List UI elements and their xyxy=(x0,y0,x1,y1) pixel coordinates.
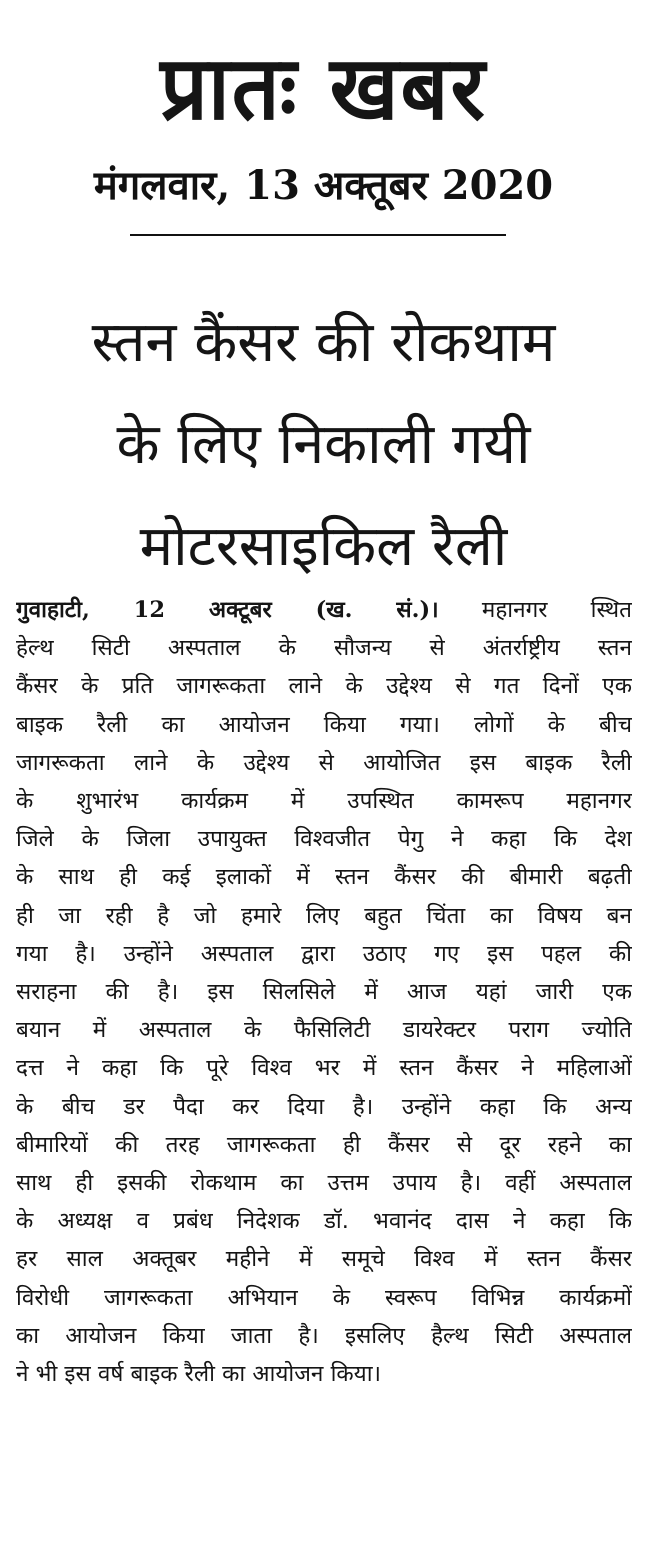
headline-line: मोटरसाइकिल रैली xyxy=(139,514,508,579)
publication-date: मंगलवार, 13 अक्तूबर 2020 xyxy=(93,162,554,209)
body-line: हर साल अक्तूबर महीने में समूचे विश्व में स्तन कैंसर xyxy=(16,1246,632,1273)
body-line: सराहना की है। इस सिलसिले में आज यहां जारी एक xyxy=(16,979,632,1006)
newspaper-masthead: प्रातः खबर xyxy=(160,36,487,140)
body-line: ने भी इस वर्ष बाइक रैली का आयोजन किया। xyxy=(16,1361,382,1388)
article-byline: गुवाहाटी, 12 अक्टूबर (ख. सं.)। xyxy=(16,597,439,623)
body-line: के बीच डर पैदा कर दिया है। उन्होंने कहा कि अन्य xyxy=(16,1093,632,1120)
headline-line: स्तन कैंसर की रोकथाम xyxy=(91,310,556,375)
body-line: जिले के जिला उपायुक्त विश्वजीत पेगु ने कहा कि देश xyxy=(16,826,632,853)
body-line: बीमारियों की तरह जागरूकता ही कैंसर से दूर रहने का xyxy=(16,1131,632,1158)
body-line: कैंसर के प्रति जागरूकता लाने के उद्देश्य से गत दिनों एक xyxy=(16,673,632,700)
body-line: के अध्यक्ष व प्रबंध निदेशक डॉ. भवानंद दास ने कहा कि xyxy=(16,1208,632,1235)
body-line: जागरूकता लाने के उद्देश्य से आयोजित इस बाइक रैली xyxy=(16,749,632,776)
masthead-divider xyxy=(130,234,506,236)
body-line: गया है। उन्होंने अस्पताल द्वारा उठाए गए इस पहल की xyxy=(16,940,632,967)
body-line: विरोधी जागरूकता अभियान के स्वरूप विभिन्न कार्यक्रमों xyxy=(16,1284,632,1311)
body-line-text: महानगर स्थित xyxy=(438,597,632,623)
body-line: बयान में अस्पताल के फैसिलिटी डायरेक्टर पराग ज्योति xyxy=(16,1017,632,1044)
article-body xyxy=(16,591,632,1393)
body-line: का आयोजन किया जाता है। इसलिए हैल्थ सिटी अस्पताल xyxy=(16,1322,632,1349)
body-line: दत्त ने कहा कि पूरे विश्व भर में स्तन कैंसर ने महिलाओं xyxy=(16,1055,632,1082)
body-line: के साथ ही कई इलाकों में स्तन कैंसर की बीमारी बढ़ती xyxy=(16,864,632,891)
body-line: साथ ही इसकी रोकथाम का उत्तम उपाय है। वहीं अस्पताल xyxy=(16,1170,632,1197)
body-line xyxy=(16,591,632,629)
body-line: ही जा रही है जो हमारे लिए बहुत चिंता का विषय बन xyxy=(16,902,632,929)
body-line: बाइक रैली का आयोजन किया गया। लोगों के बीच xyxy=(16,711,632,738)
body-line: के शुभारंभ कार्यक्रम में उपस्थित कामरूप महानगर xyxy=(16,788,632,815)
body-line: हेल्थ सिटी अस्पताल के सौजन्य से अंतर्राष्ट्रीय स्तन xyxy=(16,635,632,662)
headline-line: के लिए निकाली गयी xyxy=(116,412,531,477)
article-headline xyxy=(0,292,647,598)
